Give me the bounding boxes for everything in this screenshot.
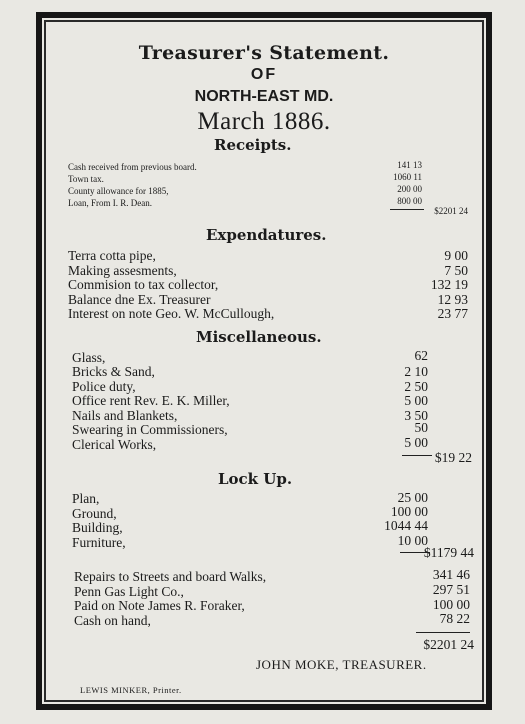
misc-label: Clerical Works, [72, 437, 157, 452]
misc-label: Office rent Rev. E. K. Miller, [72, 393, 230, 408]
other-label: Penn Gas Light Co., [74, 584, 184, 599]
lockup-amount: 25 00 [397, 490, 428, 505]
title-of: OF [250, 66, 278, 83]
misc-amount: 62 [414, 348, 428, 363]
receipt-label: Town tax. [68, 174, 104, 184]
receipt-amount: 200 00 [397, 184, 422, 194]
expenditure-amount: 132 19 [430, 277, 468, 292]
expenditure-label: Interest on note Geo. W. McCullough, [68, 306, 275, 321]
misc-label: Glass, [72, 350, 106, 365]
printer-credit: LEWIS MINKER, Printer. [80, 685, 182, 695]
final-rule [416, 632, 470, 633]
receipts-heading: Receipts. [214, 136, 292, 154]
receipts-total: $2201 24 [434, 206, 468, 216]
misc-amount: 2 10 [404, 364, 428, 379]
expenditure-label: Balance dne Ex. Treasurer [68, 292, 211, 307]
lockup-label: Building, [72, 520, 123, 535]
expenditure-amount: 9 00 [444, 248, 468, 263]
miscellaneous-heading: Miscellaneous. [196, 328, 322, 346]
misc-label: Nails and Blankets, [72, 408, 178, 423]
expenditure-label: Commision to tax collector, [68, 277, 219, 292]
expenditure-label: Terra cotta pipe, [68, 248, 156, 263]
misc-amount: 5 00 [404, 435, 428, 450]
misc-amount: 3 50 [404, 408, 428, 423]
lockup-amount: 1044 44 [384, 518, 428, 533]
misc-label: Swearing in Commissioners, [72, 422, 228, 437]
misc-label: Police duty, [72, 379, 136, 394]
expenditure-label: Making assesments, [68, 263, 177, 278]
treasurer-signature: JOHN MOKE, TREASURER. [256, 657, 427, 672]
receipt-label: Cash received from previous board. [68, 162, 197, 172]
other-amount: 100 00 [432, 597, 470, 612]
other-amount: 78 22 [439, 611, 470, 626]
misc-total: $19 22 [434, 450, 472, 465]
final-total: $2201 24 [423, 637, 474, 652]
document-title: Treasurer's Statement. [138, 42, 390, 64]
lockup-label: Furniture, [72, 535, 126, 550]
misc-amount: 50 [414, 420, 428, 435]
other-label: Repairs to Streets and board Walks, [74, 569, 267, 584]
expenditures-heading: Expendatures. [206, 226, 327, 244]
expenditure-amount: 7 50 [444, 263, 468, 278]
expenditure-amount: 12 93 [437, 292, 468, 307]
receipt-amount: 800 00 [397, 196, 422, 206]
lockup-label: Ground, [72, 506, 117, 521]
other-amount: 341 46 [432, 567, 470, 582]
lockup-label: Plan, [72, 491, 100, 506]
statement-date: March 1886. [197, 108, 331, 135]
receipt-amount: 1060 11 [393, 172, 422, 182]
expenditure-amount: 23 77 [437, 306, 468, 321]
lockup-amount: 10 00 [397, 533, 428, 548]
misc-amount: 5 00 [404, 393, 428, 408]
town-name: NORTH-EAST MD. [194, 88, 334, 105]
misc-label: Bricks & Sand, [72, 364, 155, 379]
receipt-label: Loan, From I. R. Dean. [68, 198, 152, 208]
other-label: Paid on Note James R. Foraker, [74, 598, 245, 613]
receipt-amount: 141 13 [397, 160, 422, 170]
other-amount: 297 51 [432, 582, 470, 597]
lockup-amount: 100 00 [390, 504, 428, 519]
lockup-heading: Lock Up. [218, 470, 293, 488]
receipt-label: County allowance for 1885, [68, 186, 169, 196]
misc-amount: 2 50 [404, 379, 428, 394]
other-label: Cash on hand, [74, 613, 151, 628]
lockup-total: $1179 44 [423, 545, 474, 560]
